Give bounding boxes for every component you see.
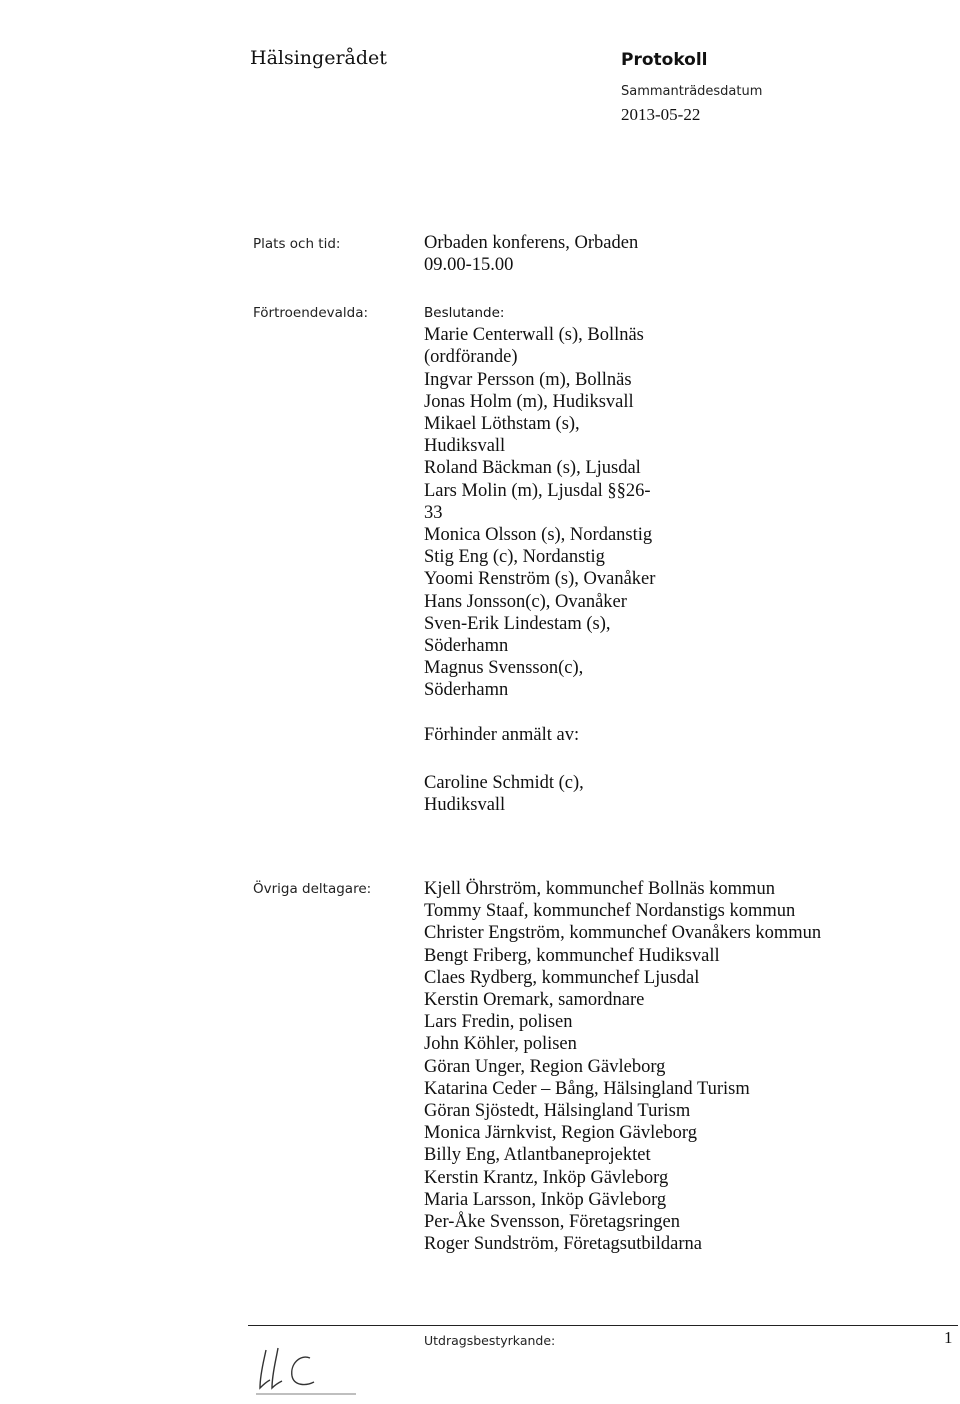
participant-line: Per-Åke Svensson, Företagsringen [424,1212,681,1233]
place-line: Orbaden konferens, Orbaden [424,233,639,253]
participant-line: Monica Järnkvist, Region Gävleborg [424,1123,698,1144]
participant-line: Roger Sundström, Företagsutbildarna [424,1234,702,1255]
participant-line: John Köhler, polisen [424,1034,577,1055]
member-line: (ordförande) [424,347,518,368]
members-list [424,324,655,701]
member-line: Sven-Erik Lindestam (s), [424,613,611,634]
participant-line: Maria Larsson, Inköp Gävleborg [424,1189,667,1210]
place-time-label: Plats och tid: [253,236,341,252]
participant-line: Christer Engström, kommunchef Ovanåkers kommun [424,923,822,944]
member-line: Mikael Löthstam (s), [424,414,580,435]
participant-line: Tommy Staaf, kommunchef Nordanstigs kommun [424,901,796,922]
others-label: Övriga deltagare: [253,881,372,897]
participant-line: Lars Fredin, polisen [424,1012,573,1033]
member-line: 33 [424,502,443,523]
member-line: Söderhamn [424,680,509,701]
organization-name: Hälsingerådet [250,47,387,69]
decision-heading: Beslutande: [424,305,505,321]
absent-line: Caroline Schmidt (c), [424,773,584,793]
participants-list [424,878,821,1255]
time-line: 09.00-15.00 [424,255,514,276]
participant-line: Göran Unger, Region Gävleborg [424,1056,666,1077]
member-line: Marie Centerwall (s), Bollnäs [424,325,644,346]
member-line: Magnus Svensson(c), [424,658,584,679]
participant-line: Bengt Friberg, kommunchef Hudiksvall [424,945,720,966]
date-label: Sammanträdesdatum [621,84,763,99]
participant-line: Kerstin Oremark, samordnare [424,990,645,1011]
absent-list [424,772,584,816]
place-time-block [424,232,638,276]
member-line: Stig Eng (c), Nordanstig [424,547,605,568]
document-type: Protokoll [621,50,708,70]
absent-heading: Förhinder anmält av: [424,725,580,745]
participant-line: Claes Rydberg, kommunchef Ljusdal [424,967,700,988]
footer-divider [248,1325,958,1326]
page-number: 1 [944,1328,953,1347]
member-line: Monica Olsson (s), Nordanstig [424,525,653,546]
participant-line: Kjell Öhrström, kommunchef Bollnäs kommun [424,879,775,899]
participant-line: Katarina Ceder – Bång, Hälsingland Turism [424,1078,750,1099]
member-line: Roland Bäckman (s), Ljusdal [424,458,641,479]
member-line: Lars Molin (m), Ljusdal §§26- [424,480,651,501]
elected-label: Förtroendevalda: [253,305,369,321]
member-line: Hans Jonsson(c), Ovanåker [424,591,627,612]
participant-line: Kerstin Krantz, Inköp Gävleborg [424,1167,669,1188]
member-line: Jonas Holm (m), Hudiksvall [424,391,634,412]
elected-block [424,302,655,702]
footer-label: Utdragsbestyrkande: [424,1333,556,1348]
signature-initials [252,1336,362,1396]
member-line: Söderhamn [424,636,509,657]
member-line: Ingvar Persson (m), Bollnäs [424,369,632,390]
absent-block [424,724,579,746]
member-line: Yoomi Renström (s), Ovanåker [424,569,656,590]
participant-line: Billy Eng, Atlantbaneprojektet [424,1145,651,1166]
meeting-date: 2013-05-22 [621,105,701,124]
absent-line: Hudiksvall [424,795,506,816]
participant-line: Göran Sjöstedt, Hälsingland Turism [424,1101,691,1122]
member-line: Hudiksvall [424,436,506,457]
